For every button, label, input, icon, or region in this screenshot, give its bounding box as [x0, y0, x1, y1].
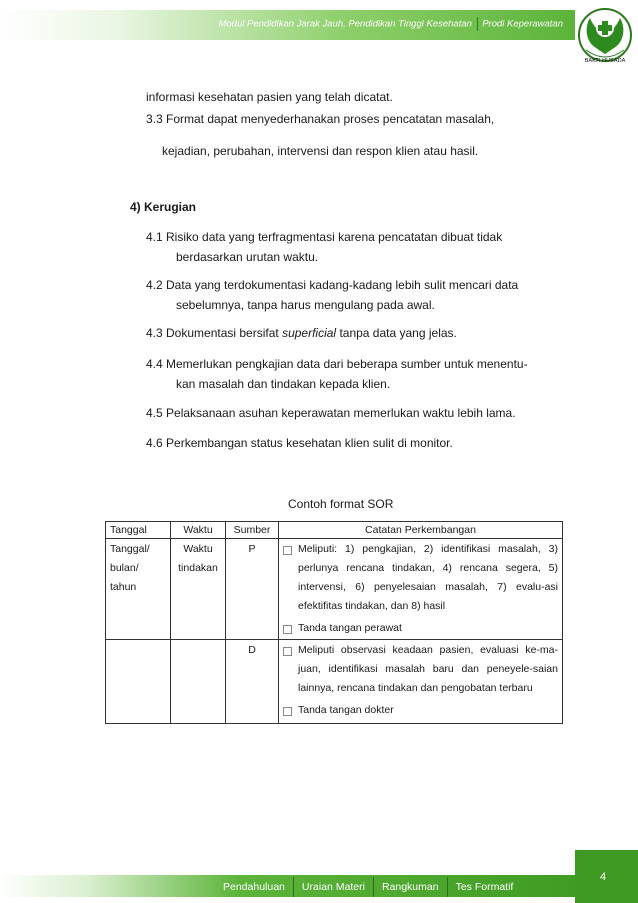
list-item: 4.1 Risiko data yang terfragmentasi karena pencatatan dibuat tidak: [146, 230, 503, 244]
list-item: [283, 701, 558, 720]
col-header-waktu: Waktu: [171, 522, 226, 539]
nav-tes-formatif[interactable]: Tes Formatif: [447, 877, 522, 897]
page-number: 4: [600, 871, 607, 883]
footer-nav: [215, 877, 521, 897]
cell-tanggal: [106, 640, 171, 724]
list-item: 4.6 Perkembangan status kesehatan klien sulit di monitor.: [146, 436, 453, 450]
list-item: [283, 641, 558, 698]
cell-waktu: [171, 640, 226, 724]
section-heading-kerugian: 4) Kerugian: [130, 200, 197, 214]
bullet-text: Meliputi observasi keadaan pasien, evaluasi ke-ma-juan, identifikasi masalah baru dan peneyele-saian lainnya, rencana tindakan dan pengobatan terbaru: [298, 644, 558, 694]
col-header-sumber: Sumber: [226, 522, 279, 539]
bullet-text: Tanda tangan dokter: [298, 704, 394, 716]
list-item: [283, 619, 558, 638]
list-item-text: tanpa data yang jelas.: [336, 326, 457, 340]
list-item: 4.2 Data yang terdokumentasi kadang-kadang lebih sulit mencari data: [146, 278, 519, 292]
table-row: [106, 539, 563, 640]
table-row: [106, 640, 563, 724]
body-line: kejadian, perubahan, intervensi dan respon klien atau hasil.: [162, 144, 479, 158]
list-item: [283, 540, 558, 616]
bullet-text: Meliputi: 1) pengkajian, 2) identifikasi masalah, 3) perlunya rencana tindakan, 4) rencana segera, 5) intervensi, 6) penyelesaian masalah, 7) evalu-asi efektifitas tindakan, dan 8) hasil: [298, 543, 558, 612]
list-item: [146, 326, 457, 340]
list-item-continuation: kan masalah dan tindakan kepada klien.: [176, 377, 391, 391]
bullet-text: Tanda tangan perawat: [298, 622, 402, 634]
list-item: 4.5 Pelaksanaan asuhan keperawatan memerlukan waktu lebih lama.: [146, 406, 516, 420]
cell-waktu: [171, 539, 226, 640]
table-caption: Contoh format SOR: [288, 497, 394, 511]
list-item-continuation: sebelumnya, tanpa harus mengulang pada awal.: [176, 298, 435, 312]
cell-line: tindakan: [178, 562, 218, 574]
list-item: 4.4 Memerlukan pengkajian data dari beberapa sumber untuk menentu-: [146, 357, 528, 371]
cell-line: Tanggal/: [110, 543, 150, 555]
cell-tanggal: [106, 539, 171, 640]
checkbox-bullet-icon: [283, 707, 292, 716]
bakti-husada-logo-icon: [576, 6, 634, 72]
col-header-tanggal: Tanggal: [106, 522, 171, 539]
list-item-continuation: berdasarkan urutan waktu.: [176, 250, 319, 264]
cell-sumber: D: [226, 640, 279, 724]
list-item-emphasis: superficial: [282, 326, 337, 340]
body-line: 3.3 Format dapat menyederhanakan proses pencatatan masalah,: [146, 112, 495, 126]
header-module-title: Modul Pendidikan Jarak Jauh, Pendidikan Tinggi Kesehatan: [218, 18, 472, 30]
page-number-tab: [575, 850, 638, 903]
col-header-catatan: Catatan Perkembangan: [279, 522, 563, 539]
cell-line: tahun: [110, 581, 137, 593]
logo-text: BAKTI HUSADA: [584, 58, 626, 64]
header-title: [218, 17, 563, 31]
checkbox-bullet-icon: [283, 647, 292, 656]
cell-line: Waktu: [183, 543, 213, 555]
cell-sumber: P: [226, 539, 279, 640]
checkbox-bullet-icon: [283, 625, 292, 634]
nav-rangkuman[interactable]: Rangkuman: [373, 877, 447, 897]
cell-line: bulan/: [110, 562, 139, 574]
table-header-row: [106, 522, 563, 539]
header-separator: [477, 17, 478, 31]
cell-catatan: [279, 640, 563, 724]
nav-uraian-materi[interactable]: Uraian Materi: [293, 877, 373, 897]
sor-table: [105, 521, 563, 724]
nav-pendahuluan[interactable]: Pendahuluan: [223, 881, 285, 893]
checkbox-bullet-icon: [283, 546, 292, 555]
body-line: informasi kesehatan pasien yang telah dicatat.: [146, 90, 393, 104]
cell-catatan: [279, 539, 563, 640]
header-program: Prodi Keperawatan: [482, 18, 563, 30]
list-item-text: 4.3 Dokumentasi bersifat: [146, 326, 283, 340]
